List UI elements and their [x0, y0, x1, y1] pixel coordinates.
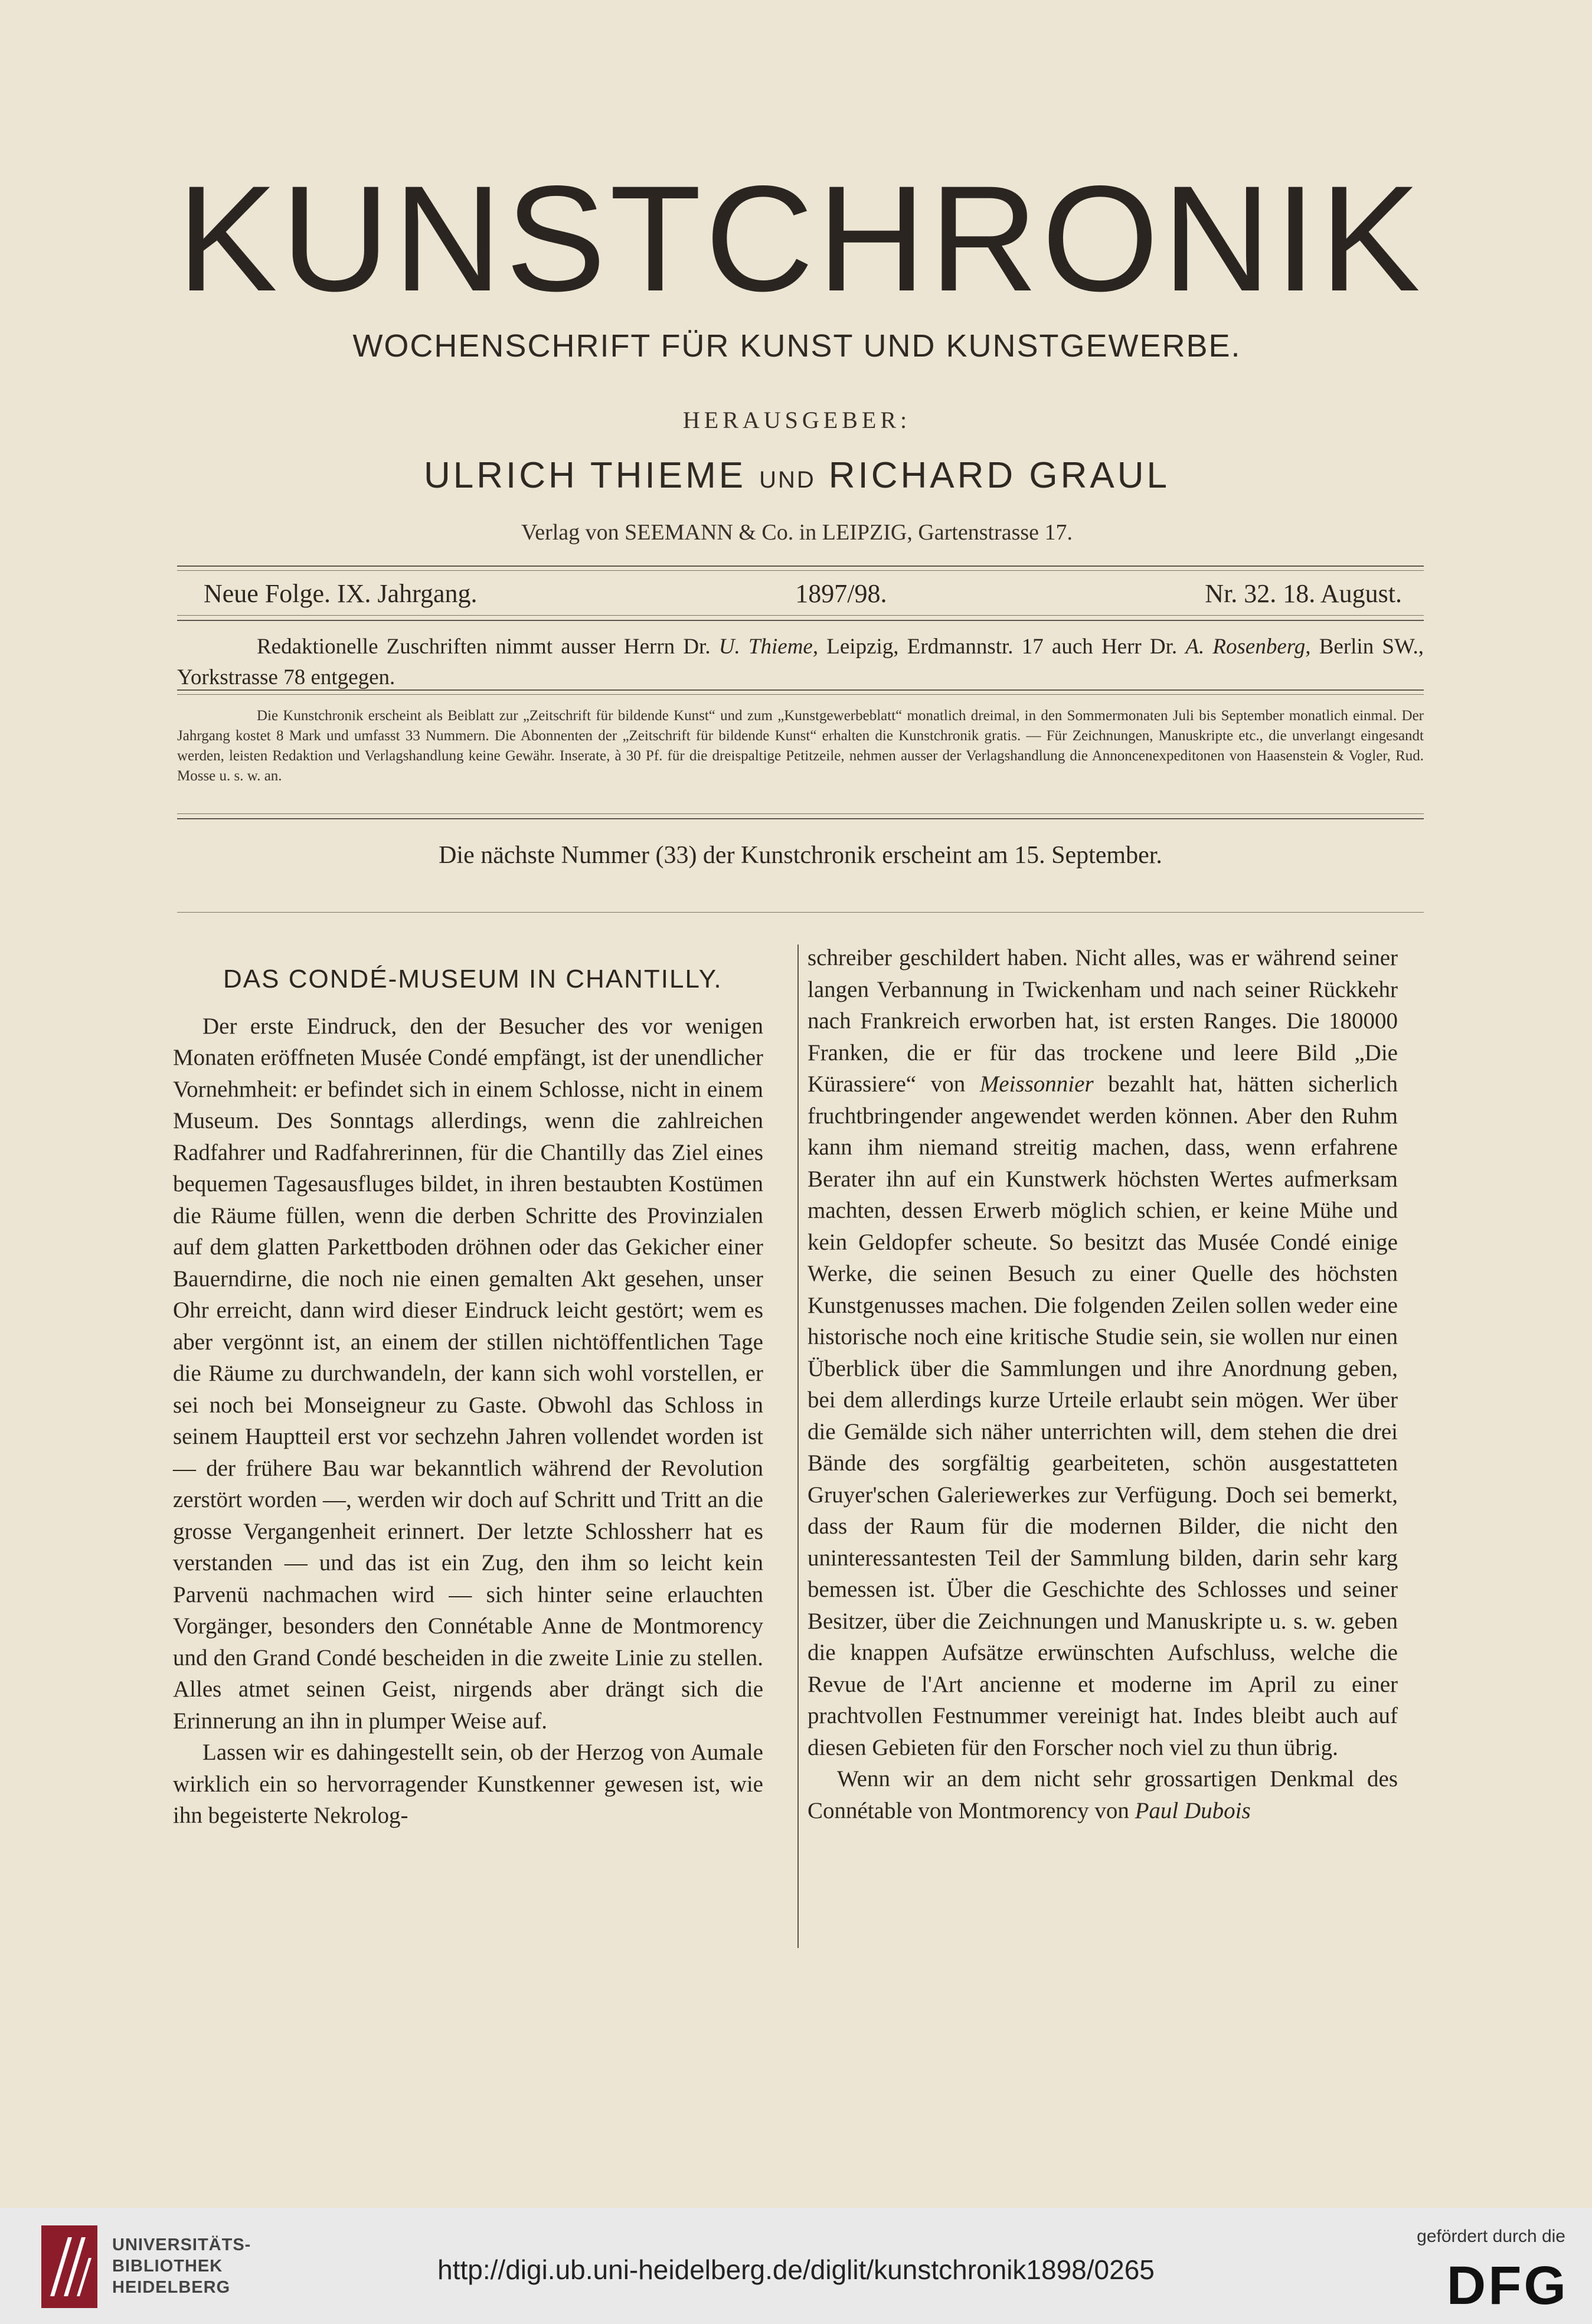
- dfg-logo: DFG: [1446, 2256, 1568, 2316]
- editors-und: UND: [759, 467, 816, 493]
- article-text: bezahlt hat, hätten sicherlich fruchtbringender angewendet werden können. Aber den Ruhm kann ihm niemand streitig machen, dass, wenn erfahrene Berater ihn auf ein Kunstwerk höchsten Wertes aufmerksam machten, dessen Erwerb möglich schien, er keine Mühe und kein Geldopfer scheute. So besitzt das Musée Condé einige Werke, die seinen Besuch zu einer Quelle des höchsten Kunstgenusses machen. Die folgenden Zeilen sollen weder eine historische noch eine kritische Studie sein, sie wollen nur einen Überblick über die Sammlungen und ihre Anordnung geben, bei dem allerdings kurze Urteile erlaubt sein mögen. Wer über die Gemälde sich näher unterrichten will, dem stehen die drei Bände des sorgfältig gearbeiteten, schön ausgestatteten Gruyer'schen Galeriewerkes zur Verfügung. Doch sei bemerkt, dass der Raum für die modernen Bilder, die nicht den uninteressantesten Teil der Sammlung bilden, darin sehr karg bemessen ist. Über die Geschichte des Schlosses und seiner Besitzer, über die Zeichnungen und Manuskripte u. s. w. geben die knappen Aufsätze erwünschten Aufschluss, welche die Revue de l'Art ancienne et moderne im April zu einer prachtvollen Festnummer vereinigt hat. Indes bleibt auch auf diesen Gebieten für den Forscher noch viel zu thun übrig.: [808, 1071, 1398, 1760]
- article-title: DAS CONDÉ-MUSEUM IN CHANTILLY.: [223, 965, 723, 993]
- digitization-footer: [0, 2208, 1592, 2324]
- article-paragraph: Der erste Eindruck, den der Besucher des vor wenigen Monaten eröffneten Musée Condé empfängt, ist der unendlicher Vornehmheit: er befindet sich in einem Schlosse, nicht in einem Museum. Des Sonntags allerdings, wenn die zahlreichen Radfahrer und Radfahrerinnen, für die Chantilly das Ziel eines bequemen Tagesausfluges bildet, in ihren bestaubten Kostümen die Räume füllen, wenn die derben Schritte des Provinzialen auf dem glatten Parkettboden dröhnen oder das Gekicher einer Bauerndirne, die noch nie einen gemalten Akt gesehen, unser Ohr erreicht, dann wird dieser Eindruck leicht gestört; wem es aber vergönnt ist, an einem der stillen nichtöffentlichen Tage die Räume zu durchwandeln, der kann sich wohl vorstellen, er sei noch bei Monseigneur zu Gaste. Obwohl das Schloss in seinem Hauptteil erst vor sechzehn Jahren vollendet worden ist — der frühere Bau war bekanntlich während der Revolution zerstört worden —, werden wir doch auf Schritt und Tritt an die grosse Vergangenheit erinnert. Der letzte Schlossherr hat es verstanden — und das ist ein Zug, den ihm so leicht kein Parvenü nachmachen wird — sich hinter seine erlauchten Vorgänger, besonders den Connétable Anne de Montmorency und den Grand Condé bescheiden in die zweite Linie zu stellen. Alles atmet seinen Geist, nirgends aber drängt sich die Erinnerung an ihn in plumper Weise auf.: [173, 1013, 763, 1734]
- sponsor-label: gefördert durch die: [1417, 2227, 1565, 2246]
- rule-next-2: [177, 818, 1424, 819]
- next-issue-notice: Die nächste Nummer (33) der Kunstchronik erscheint am 15. September.: [439, 842, 1162, 869]
- masthead-title: KUNSTCHRONIK: [177, 155, 1424, 323]
- publisher-line: Verlag von SEEMANN & Co. in LEIPZIG, Gartenstrasse 17.: [521, 520, 1073, 545]
- address-text-3: Berlin SW., Yorkstrasse 78 entgegen.: [177, 635, 1424, 689]
- issue-number-date: Nr. 32. 18. August.: [1205, 579, 1402, 608]
- subscription-note: Die Kunstchronik erscheint als Beiblatt zur „Zeitschrift für bildende Kunst“ und zum „Kunstgewerbeblatt“ monatlich dreimal, in den Sommermonaten Juli bis September monatlich einmal. Der Jahrgang kostet 8 Mark und umfasst 33 Nummern. Die Abonnenten der „Zeitschrift für bildende Kunst“ erhalten die Kunstchronik gratis. — Für Zeichnungen, Manuskripte etc., die unverlangt eingesandt werden, leisten Redaktion und Verlagshandlung keine Gewähr. Inserate, à 30 Pf. für die dreispaltige Petitzeile, nehmen ausser der Verlagshandlung die Annoncenexpeditonen von Haasenstein & Vogler, Rud. Mosse u. s. w. an.: [177, 708, 1424, 784]
- issue-years: 1897/98.: [795, 579, 887, 608]
- editor-graul: RICHARD GRAUL: [828, 455, 1171, 496]
- article-text: Wenn wir an dem nicht sehr grossartigen Denkmal des Connétable von Montmorency von: [808, 1766, 1398, 1823]
- rule-sub-1: [177, 689, 1424, 691]
- artist-name-dubois: Paul Dubois: [1135, 1797, 1251, 1823]
- editor-thieme: ULRICH THIEME: [423, 455, 747, 496]
- editors-label: HERAUSGEBER:: [682, 407, 911, 433]
- article-paragraph: [808, 1763, 1398, 1826]
- address-text-1: Redaktionelle Zuschriften nimmt ausser Herrn Dr.: [257, 635, 719, 659]
- rule-top-1: [177, 566, 1424, 567]
- rule-article-1: [177, 912, 1424, 913]
- masthead-subtitle: WOCHENSCHRIFT FÜR KUNST UND KUNSTGEWERBE.: [352, 328, 1241, 364]
- editor-name-thieme: U. Thieme,: [718, 635, 819, 659]
- library-name-line: UNIVERSITÄTS-: [112, 2235, 251, 2254]
- library-name-line: BIBLIOTHEK: [112, 2257, 223, 2276]
- article-text: schreiber geschildert haben. Nicht alles, was er während seiner langen Verbannung in Twickenham und nach seiner Rückkehr nach Frankreich erworben hat, ist ersten Ranges. Die 180000 Franken, die er für das trockene und leere Bild „Die Kürassiere“ von: [808, 945, 1398, 1097]
- editorial-address: [177, 632, 1424, 693]
- permalink-url[interactable]: http://digi.ub.uni-heidelberg.de/diglit/kunstchronik1898/0265: [437, 2254, 1155, 2285]
- issue-series: Neue Folge. IX. Jahrgang.: [204, 579, 478, 608]
- rule-next-1: [177, 813, 1424, 814]
- artist-name-meissonnier: Meissonnier: [979, 1071, 1094, 1097]
- rule-top-2: [177, 570, 1424, 571]
- library-name-line: HEIDELBERG: [112, 2278, 231, 2297]
- editor-name-rosenberg: A. Rosenberg,: [1185, 635, 1311, 659]
- article-column-right: [808, 942, 1398, 1826]
- article-column-left: [173, 944, 763, 1832]
- rule-sub-2: [177, 694, 1424, 695]
- rule-issue-1: [177, 615, 1424, 616]
- editors-line: [177, 455, 1417, 496]
- rule-issue-2: [177, 620, 1424, 621]
- article-paragraph: Lassen wir es dahingestellt sein, ob der Herzog von Aumale wirklich ein so hervorragender Kunstkenner gewesen ist, wie ihn begeisterte Nekrolog-: [173, 1740, 763, 1828]
- address-text-2: Leipzig, Erdmannstr. 17 auch Herr Dr.: [818, 635, 1186, 659]
- column-divider: [797, 944, 799, 1948]
- issue-info-row: [204, 578, 1402, 609]
- article-paragraph: [808, 942, 1398, 1763]
